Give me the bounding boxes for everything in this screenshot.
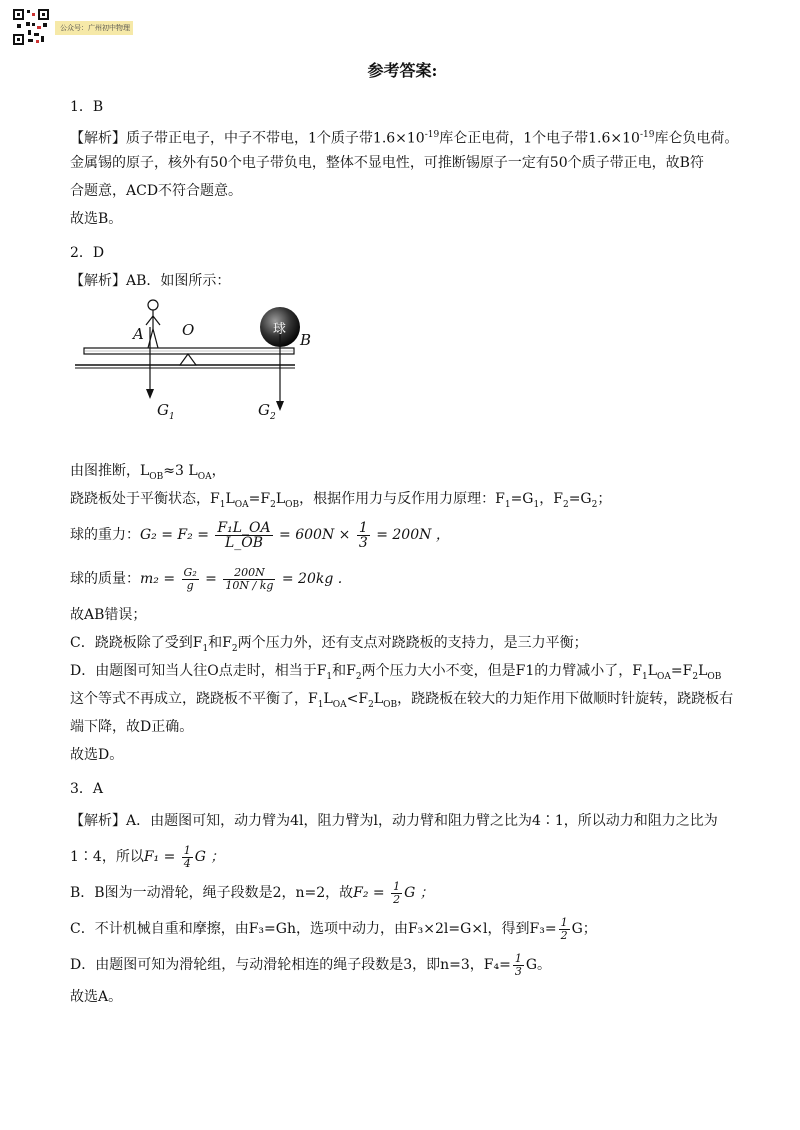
half-fraction-b: $\frac{1}{2}$ bbox=[393, 879, 401, 906]
q1-conclusion: 故选B。 bbox=[70, 211, 123, 227]
q2-option-d-line-3: 端下降，故D正确。 bbox=[70, 719, 194, 735]
q1-analysis-line-1: 【解析】质子带正电子，中子不带电，1个质子带$1.6\times 10^{-19}$库仑正电荷，1个电子带$1.6\times 10^{-19}$库仑负电荷。 bbox=[70, 130, 739, 147]
person-right-leg bbox=[153, 329, 158, 348]
q2-gravity-formula: 球的重力：G₂ = F₂ = $\frac{\text{F₁L\_OA}}{L\_OB}$ = 600N × $\frac{1}{3}$ = 200N ， bbox=[70, 519, 450, 551]
one-third-fraction: $\frac{1}{3}$ bbox=[358, 519, 368, 551]
q2-answer: 2．D bbox=[70, 245, 105, 261]
gravity-fraction: $\frac{\text{F₁L\_OA}}{L\_OB}$ bbox=[217, 519, 271, 551]
qr-code-icon bbox=[12, 8, 50, 46]
q2-inference: 由图推断，$L_{OB}\approx 3$ $L_{OA}$， bbox=[70, 463, 226, 482]
answer-document bbox=[70, 58, 739, 1011]
wechat-account-badge: 公众号：广州初中物理 bbox=[55, 21, 133, 35]
label-g1: $G_1$ bbox=[157, 401, 175, 422]
person-right-arm bbox=[153, 316, 160, 325]
label-o: O bbox=[182, 321, 195, 339]
label-g2: $G_2$ bbox=[258, 401, 276, 422]
q3-option-a-line-2: 1∶4，所以F₁ = $\frac{1}{4}$ G ； bbox=[70, 843, 225, 870]
q1-answer: 1．B bbox=[70, 99, 104, 115]
q2-mass-formula: 球的质量：m₂ = $\frac{\text{G₂}}{g}$ = $\frac{200N}{10N / kg}$ = 20kg . bbox=[70, 565, 343, 592]
person-left-arm bbox=[146, 316, 153, 325]
q3-option-d: D．由题图可知为滑轮组，与动滑轮相连的绳子段数是3，即n=3，F₄= $\frac{1}{3}$ G。 bbox=[70, 951, 552, 978]
third-fraction-d: $\frac{1}{3}$ bbox=[514, 951, 522, 978]
seesaw-diagram bbox=[70, 299, 735, 451]
q1-analysis-line-3: 合题意，ACD不符合题意。 bbox=[70, 183, 243, 199]
quarter-fraction: $\frac{1}{4}$ bbox=[183, 843, 191, 870]
page-title: 参考答案: bbox=[367, 61, 438, 80]
q2-conclusion: 故选D。 bbox=[70, 747, 124, 763]
label-b: B bbox=[300, 331, 312, 349]
q1-analysis-line-2: 金属锡的原子，核外有50个电子带负电，整体不显电性，可推断锡原子一定有50个质子带正电，故B符 bbox=[70, 155, 704, 171]
fulcrum-triangle bbox=[180, 354, 196, 365]
q2-ab-wrong: 故AB错误； bbox=[70, 607, 147, 623]
q2-option-d-line-2: 这个等式不再成立，跷跷板不平衡了，$F_1L_{OA}<F_2L_{OB}$，跷跷板在较大的力矩作用下做顺时针旋转，跷跷板右 bbox=[70, 691, 734, 710]
q3-option-c: C．不计机械自重和摩擦，由F₃=Gh，选项中动力，由F₃×2l=G×l，得到F₃= $\frac{1}{2}$ G； bbox=[70, 915, 597, 942]
q3-conclusion: 故选A。 bbox=[70, 989, 123, 1005]
ball-text: 球 bbox=[273, 322, 287, 337]
label-a: A bbox=[133, 325, 144, 343]
person-head bbox=[148, 300, 158, 310]
q2-balance: 跷跷板处于平衡状态，$F_1L_{OA}=F_2L_{OB}$，根据作用力与反作用力原理：$F_1=G_1$，$F_2=G_2$； bbox=[70, 491, 612, 510]
q3-option-b: B．B图为一动滑轮，绳子段数是2，n=2，故F₂ = $\frac{1}{2}$ G ； bbox=[70, 879, 434, 906]
seesaw-figure bbox=[70, 299, 330, 451]
q2-option-c: C．跷跷板除了受到$F_1$和$F_2$两个压力外，还有支点对跷跷板的支持力，是三力平衡； bbox=[70, 635, 588, 654]
half-fraction-c: $\frac{1}{2}$ bbox=[560, 915, 568, 942]
q2-option-d-line-1: D．由题图可知当人往O点走时，相当于$F_1$和$F_2$两个压力大小不变，但是F1的力臂减小了，$F_1L_{OA}=F_2L_{OB}$ bbox=[70, 663, 722, 682]
mass-value-fraction: $\frac{200N}{10N / kg}$ bbox=[225, 565, 274, 592]
q3-answer: 3．A bbox=[70, 781, 104, 797]
q3-option-a-line-1: 【解析】A．由题图可知，动力臂为4l，阻力臂为l，动力臂和阻力臂之比为4∶1，所以动力和阻力之比为 bbox=[70, 813, 718, 829]
g2-arrowhead bbox=[276, 401, 284, 411]
g1-arrowhead bbox=[146, 389, 154, 399]
mass-fraction: $\frac{\text{G₂}}{g}$ bbox=[183, 565, 197, 592]
q2-intro: 【解析】AB．如图所示： bbox=[70, 273, 231, 289]
